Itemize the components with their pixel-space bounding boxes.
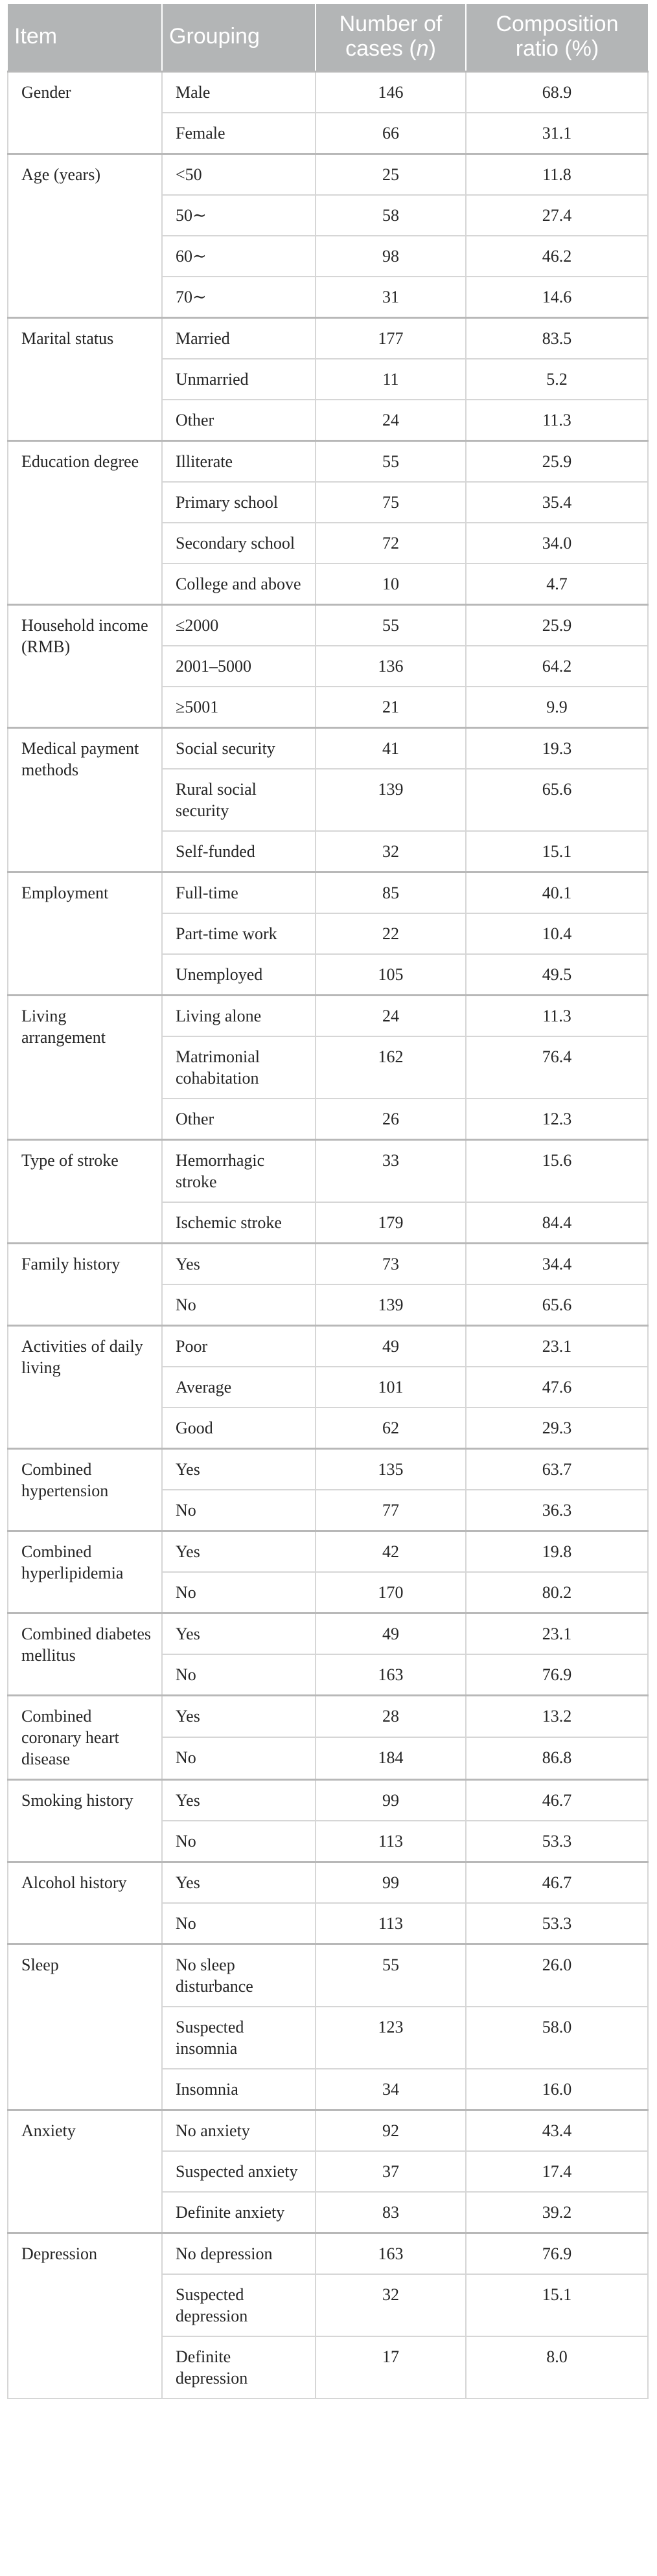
grouping-cell: Average [162, 1367, 316, 1408]
header-number-text: Number of cases ( [339, 12, 443, 62]
ratio-cell: 68.9 [466, 71, 648, 113]
item-cell: Combined hypertension [8, 1448, 162, 1531]
grouping-cell: No [162, 1654, 316, 1696]
cases-cell: 139 [316, 769, 466, 831]
cases-cell: 24 [316, 995, 466, 1036]
ratio-cell: 34.4 [466, 1243, 648, 1284]
ratio-cell: 34.0 [466, 523, 648, 564]
ratio-cell: 43.4 [466, 2110, 648, 2151]
grouping-cell: Unmarried [162, 359, 316, 400]
grouping-cell: Yes [162, 1243, 316, 1284]
cases-cell: 22 [316, 913, 466, 954]
ratio-cell: 16.0 [466, 2069, 648, 2110]
ratio-cell: 11.3 [466, 995, 648, 1036]
grouping-cell: Poor [162, 1325, 316, 1367]
item-cell: Depression [8, 2233, 162, 2399]
item-cell: Combined coronary heart disease [8, 1695, 162, 1779]
grouping-cell: ≤2000 [162, 604, 316, 646]
item-cell: Combined hyperlipidemia [8, 1531, 162, 1613]
table-row [8, 1944, 648, 2007]
cases-cell: 83 [316, 2192, 466, 2233]
item-cell: Household income (RMB) [8, 604, 162, 727]
grouping-cell: No [162, 1903, 316, 1944]
item-cell: Age (years) [8, 154, 162, 317]
table-row [8, 872, 648, 913]
grouping-cell: Female [162, 113, 316, 154]
ratio-cell: 11.3 [466, 400, 648, 441]
table-row [8, 71, 648, 113]
table-row [8, 1139, 648, 1202]
cases-cell: 73 [316, 1243, 466, 1284]
grouping-cell: College and above [162, 564, 316, 605]
grouping-cell: Full-time [162, 872, 316, 913]
item-cell: Combined diabetes mellitus [8, 1613, 162, 1695]
cases-cell: 184 [316, 1737, 466, 1779]
cases-cell: 24 [316, 400, 466, 441]
grouping-cell: Suspected depression [162, 2274, 316, 2336]
ratio-cell: 76.9 [466, 1654, 648, 1696]
cases-cell: 26 [316, 1099, 466, 1140]
item-cell: Smoking history [8, 1779, 162, 1862]
grouping-cell: Good [162, 1408, 316, 1449]
cases-cell: 113 [316, 1903, 466, 1944]
grouping-cell: Other [162, 1099, 316, 1140]
grouping-cell: No [162, 1572, 316, 1613]
table-row [8, 1862, 648, 1903]
item-cell: Anxiety [8, 2110, 162, 2233]
item-cell: Family history [8, 1243, 162, 1325]
grouping-cell: 50∼ [162, 195, 316, 236]
grouping-cell: 2001–5000 [162, 646, 316, 687]
cases-cell: 72 [316, 523, 466, 564]
ratio-cell: 80.2 [466, 1572, 648, 1613]
grouping-cell: Matrimonial cohabitation [162, 1036, 316, 1099]
cases-cell: 99 [316, 1862, 466, 1903]
ratio-cell: 11.8 [466, 154, 648, 195]
cases-cell: 92 [316, 2110, 466, 2151]
cases-cell: 32 [316, 831, 466, 872]
ratio-cell: 35.4 [466, 482, 648, 523]
cases-cell: 177 [316, 317, 466, 359]
table-row [8, 604, 648, 646]
cases-cell: 66 [316, 113, 466, 154]
header-composition-ratio: Composition ratio (%) [466, 4, 648, 71]
table-row [8, 2233, 648, 2274]
ratio-cell: 46.2 [466, 236, 648, 277]
grouping-cell: 70∼ [162, 277, 316, 318]
table-row [8, 995, 648, 1036]
table-row [8, 727, 648, 769]
grouping-cell: Unemployed [162, 954, 316, 996]
grouping-cell: Self-funded [162, 831, 316, 872]
ratio-cell: 13.2 [466, 1695, 648, 1737]
ratio-cell: 23.1 [466, 1613, 648, 1654]
cases-cell: 62 [316, 1408, 466, 1449]
grouping-cell: Rural social security [162, 769, 316, 831]
table-row [8, 1325, 648, 1367]
ratio-cell: 10.4 [466, 913, 648, 954]
item-cell: Marital status [8, 317, 162, 440]
cases-cell: 146 [316, 71, 466, 113]
cases-cell: 55 [316, 604, 466, 646]
ratio-cell: 53.3 [466, 1903, 648, 1944]
grouping-cell: Yes [162, 1613, 316, 1654]
ratio-cell: 40.1 [466, 872, 648, 913]
ratio-cell: 19.3 [466, 727, 648, 769]
grouping-cell: Part-time work [162, 913, 316, 954]
cases-cell: 42 [316, 1531, 466, 1572]
grouping-cell: No [162, 1821, 316, 1862]
grouping-cell: Social security [162, 727, 316, 769]
header-number-close: ) [428, 36, 436, 62]
grouping-cell: Suspected anxiety [162, 2151, 316, 2192]
cases-cell: 99 [316, 1779, 466, 1821]
table-row [8, 2110, 648, 2151]
cases-cell: 55 [316, 1944, 466, 2007]
table-row [8, 1448, 648, 1490]
table-row [8, 1695, 648, 1737]
cases-cell: 139 [316, 1284, 466, 1326]
grouping-cell: Male [162, 71, 316, 113]
ratio-cell: 14.6 [466, 277, 648, 318]
ratio-cell: 36.3 [466, 1490, 648, 1531]
cases-cell: 170 [316, 1572, 466, 1613]
item-cell: Sleep [8, 1944, 162, 2110]
ratio-cell: 63.7 [466, 1448, 648, 1490]
table-row [8, 154, 648, 195]
ratio-cell: 15.6 [466, 1139, 648, 1202]
ratio-cell: 84.4 [466, 1202, 648, 1244]
ratio-cell: 27.4 [466, 195, 648, 236]
grouping-cell: Living alone [162, 995, 316, 1036]
grouping-cell: No depression [162, 2233, 316, 2274]
ratio-cell: 4.7 [466, 564, 648, 605]
grouping-cell: Secondary school [162, 523, 316, 564]
table-body [8, 71, 648, 2399]
cases-cell: 136 [316, 646, 466, 687]
grouping-cell: No [162, 1490, 316, 1531]
table-row [8, 440, 648, 482]
grouping-cell: Primary school [162, 482, 316, 523]
table-row [8, 317, 648, 359]
ratio-cell: 26.0 [466, 1944, 648, 2007]
item-cell: Medical payment methods [8, 727, 162, 872]
grouping-cell: Definite depression [162, 2336, 316, 2399]
cases-cell: 49 [316, 1613, 466, 1654]
item-cell: Living arrangement [8, 995, 162, 1139]
header-grouping: Grouping [162, 4, 316, 71]
grouping-cell: Other [162, 400, 316, 441]
cases-cell: 105 [316, 954, 466, 996]
characteristics-table-container [7, 4, 647, 2399]
ratio-cell: 15.1 [466, 831, 648, 872]
grouping-cell: No [162, 1737, 316, 1779]
ratio-cell: 17.4 [466, 2151, 648, 2192]
ratio-cell: 25.9 [466, 604, 648, 646]
cases-cell: 77 [316, 1490, 466, 1531]
cases-cell: 135 [316, 1448, 466, 1490]
grouping-cell: Illiterate [162, 440, 316, 482]
cases-cell: 58 [316, 195, 466, 236]
item-cell: Activities of daily living [8, 1325, 162, 1448]
ratio-cell: 39.2 [466, 2192, 648, 2233]
ratio-cell: 19.8 [466, 1531, 648, 1572]
grouping-cell: <50 [162, 154, 316, 195]
grouping-cell: Definite anxiety [162, 2192, 316, 2233]
item-cell: Alcohol history [8, 1862, 162, 1944]
ratio-cell: 5.2 [466, 359, 648, 400]
grouping-cell: No [162, 1284, 316, 1326]
grouping-cell: Insomnia [162, 2069, 316, 2110]
item-cell: Employment [8, 872, 162, 995]
grouping-cell: No anxiety [162, 2110, 316, 2151]
ratio-cell: 53.3 [466, 1821, 648, 1862]
ratio-cell: 76.9 [466, 2233, 648, 2274]
ratio-cell: 23.1 [466, 1325, 648, 1367]
cases-cell: 113 [316, 1821, 466, 1862]
grouping-cell: Yes [162, 1779, 316, 1821]
ratio-cell: 65.6 [466, 769, 648, 831]
cases-cell: 163 [316, 2233, 466, 2274]
cases-cell: 34 [316, 2069, 466, 2110]
cases-cell: 75 [316, 482, 466, 523]
grouping-cell: No sleep disturbance [162, 1944, 316, 2007]
cases-cell: 55 [316, 440, 466, 482]
cases-cell: 49 [316, 1325, 466, 1367]
header-item: Item [8, 4, 162, 71]
characteristics-table [7, 4, 649, 2399]
grouping-cell: Yes [162, 1448, 316, 1490]
ratio-cell: 86.8 [466, 1737, 648, 1779]
ratio-cell: 31.1 [466, 113, 648, 154]
grouping-cell: Yes [162, 1531, 316, 1572]
cases-cell: 85 [316, 872, 466, 913]
ratio-cell: 76.4 [466, 1036, 648, 1099]
ratio-cell: 12.3 [466, 1099, 648, 1140]
grouping-cell: 60∼ [162, 236, 316, 277]
table-row [8, 1531, 648, 1572]
grouping-cell: Yes [162, 1695, 316, 1737]
ratio-cell: 49.5 [466, 954, 648, 996]
ratio-cell: 46.7 [466, 1862, 648, 1903]
cases-cell: 162 [316, 1036, 466, 1099]
grouping-cell: Yes [162, 1862, 316, 1903]
cases-cell: 11 [316, 359, 466, 400]
ratio-cell: 58.0 [466, 2007, 648, 2069]
cases-cell: 98 [316, 236, 466, 277]
cases-cell: 163 [316, 1654, 466, 1696]
ratio-cell: 29.3 [466, 1408, 648, 1449]
header-number-n: n [416, 36, 429, 62]
cases-cell: 32 [316, 2274, 466, 2336]
cases-cell: 179 [316, 1202, 466, 1244]
item-cell: Type of stroke [8, 1139, 162, 1243]
ratio-cell: 8.0 [466, 2336, 648, 2399]
item-cell: Gender [8, 71, 162, 154]
grouping-cell: Ischemic stroke [162, 1202, 316, 1244]
ratio-cell: 15.1 [466, 2274, 648, 2336]
ratio-cell: 47.6 [466, 1367, 648, 1408]
cases-cell: 101 [316, 1367, 466, 1408]
cases-cell: 123 [316, 2007, 466, 2069]
cases-cell: 21 [316, 687, 466, 728]
cases-cell: 10 [316, 564, 466, 605]
header-row [8, 4, 648, 71]
ratio-cell: 46.7 [466, 1779, 648, 1821]
ratio-cell: 64.2 [466, 646, 648, 687]
cases-cell: 37 [316, 2151, 466, 2192]
header-number-of-cases [316, 4, 466, 71]
grouping-cell: Married [162, 317, 316, 359]
cases-cell: 25 [316, 154, 466, 195]
cases-cell: 41 [316, 727, 466, 769]
ratio-cell: 25.9 [466, 440, 648, 482]
ratio-cell: 9.9 [466, 687, 648, 728]
grouping-cell: ≥5001 [162, 687, 316, 728]
cases-cell: 17 [316, 2336, 466, 2399]
cases-cell: 33 [316, 1139, 466, 1202]
cases-cell: 28 [316, 1695, 466, 1737]
cases-cell: 31 [316, 277, 466, 318]
grouping-cell: Hemorrhagic stroke [162, 1139, 316, 1202]
grouping-cell: Suspected insomnia [162, 2007, 316, 2069]
ratio-cell: 65.6 [466, 1284, 648, 1326]
item-cell: Education degree [8, 440, 162, 604]
table-row [8, 1779, 648, 1821]
ratio-cell: 83.5 [466, 317, 648, 359]
table-row [8, 1613, 648, 1654]
table-row [8, 1243, 648, 1284]
table-header [8, 4, 648, 71]
